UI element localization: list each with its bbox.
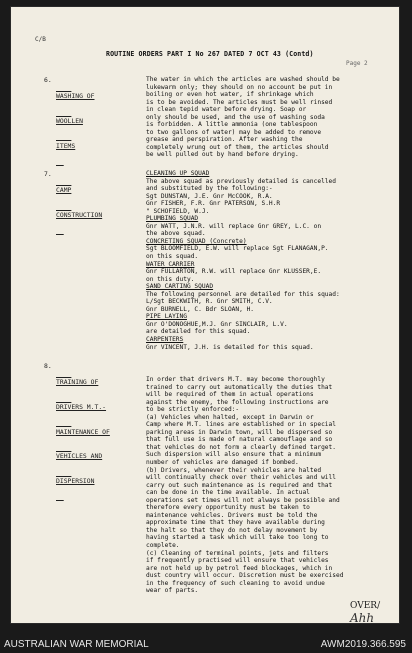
section-6-title-line: WOOLLEN	[56, 117, 83, 126]
section-7-title-line: CONSTRUCTION	[56, 211, 103, 220]
body-line: The water in which the articles are washed should be	[146, 76, 340, 83]
handwritten-initials: Ahh	[350, 611, 375, 625]
body-line: will be required of them in actual operations	[146, 391, 314, 399]
body-line: lukewarm only; they should on no account be put in	[146, 83, 333, 91]
body-line: trained to carry out automatically the duties that	[146, 383, 333, 391]
body-line: the halt so that they do not delay movement by	[146, 526, 318, 534]
subheading: SAND CARTING SQUAD	[146, 283, 214, 291]
caption-bar	[0, 637, 412, 653]
body-line: will continually check over their vehicles and will	[146, 474, 336, 482]
section-8-title-line: MAINTENANCE OF	[56, 427, 110, 436]
section-8-title-line: DISPERSION	[56, 476, 95, 485]
body-line: on this squad.	[146, 253, 199, 261]
section-7-title-line: CAMP	[56, 186, 72, 195]
section-6-body	[146, 76, 394, 159]
body-line: The above squad as previously detailed is cancelled	[146, 177, 336, 185]
body-line: in clean tepid water before drying. Soap or	[146, 106, 307, 114]
body-line: are detailed for this squad.	[146, 328, 251, 336]
body-line: carry out such maintenance as is required and that	[146, 481, 333, 489]
body-line: maintenance vehicles. Drivers must be told the	[146, 511, 318, 519]
body-line: Sgt DUNSTAN, J.E. Gnr McCOOK, R.A.	[146, 192, 273, 200]
body-line: the above squad.	[146, 230, 206, 238]
subheading: WATER CARRIER	[146, 260, 195, 268]
subheading: PIPE LAYING	[146, 313, 187, 321]
body-line: (b) Drivers, whenever their vehicles are halted	[146, 466, 322, 474]
document-reference: C/B	[35, 36, 46, 43]
section-6-title-line: WASHING OF	[56, 92, 95, 101]
body-line: Sgt BLOOMFIELD, E.W. will replace Sgt FLANAGAN,P.	[146, 245, 329, 253]
body-line: on this duty.	[146, 275, 195, 283]
caption-accession-number: AWM2019.366.595	[320, 639, 406, 650]
body-line: Gnr O'DONOGHUE,M.J. Gnr SINCLAIR, L.V.	[146, 320, 288, 328]
body-line: In order that drivers M.T. may become thoroughly	[146, 376, 325, 383]
body-line: to two gallons of water) may be added to remove	[146, 128, 322, 136]
over-signature	[350, 601, 400, 625]
subheading: CLEANING UP SQUAD	[146, 170, 210, 177]
body-line: boiling or even hot water, if shrinkage which	[146, 91, 314, 99]
body-line: to be strictly enforced:-	[146, 406, 240, 414]
document-header: ROUTINE ORDERS PART I No 267 DATED 7 OCT 43 (Contd)	[106, 50, 314, 58]
body-line: Gnr BURNELL, C. Bdr SLOAN, H.	[146, 305, 255, 313]
body-line: operations set times will not always be possible and	[146, 496, 340, 504]
body-line: The following personnel are detailed for this squad:	[146, 290, 340, 298]
section-6-title	[56, 76, 94, 166]
section-6-number: 6.	[44, 76, 52, 84]
subheading: PLUMBING SQUAD	[146, 215, 199, 223]
section-8-number: 8.	[44, 362, 52, 370]
section-8-title-line: TRAINING OF	[56, 378, 99, 387]
body-line: dust country will occur. Discretion must be exercised	[146, 572, 344, 580]
body-line: Gnr VINCENT, J.H. is detailed for this squad.	[146, 343, 314, 351]
body-line: if frequently practised will ensure that vehicles	[146, 557, 329, 565]
body-line: Gnr FISHER, F.R. Gnr PATERSON, S.H.R	[146, 200, 281, 208]
body-line: and substituted by the following:-	[146, 185, 273, 193]
section-7-title	[56, 170, 102, 236]
body-line: only should be used, and the use of washing soda	[146, 113, 325, 121]
body-line: complete.	[146, 542, 180, 550]
caption-institution: AUSTRALIAN WAR MEMORIAL	[4, 639, 149, 650]
body-line: be well pulled out by hand before drying.	[146, 151, 299, 159]
body-line: grease and perspiration. After washing the	[146, 136, 303, 144]
body-line: number of vehicles are damaged if bombed.	[146, 459, 299, 467]
page-number: Page 2	[346, 60, 368, 67]
body-line: against the enemy, the following instructions are	[146, 398, 329, 406]
body-line: " SCHOFIELD, W.J.	[146, 207, 210, 215]
subheading: CARPENTERS	[146, 336, 184, 344]
body-line: Such dispersion will also ensure that a minimum	[146, 451, 322, 459]
body-line: can be done in the time available. In actual	[146, 489, 310, 497]
section-7-body	[146, 170, 394, 351]
body-line: (c) Cleaning of terminal points, jets and filters	[146, 549, 329, 557]
body-line: Camp where M.T. lines are established or in special	[146, 421, 336, 429]
body-line: Gnr FULLARTON, R.W. will replace Gnr KLUSSER,E.	[146, 268, 322, 276]
section-6-title-line: ITEMS	[56, 141, 76, 150]
body-line: is to be avoided. The articles must be well rinsed	[146, 98, 333, 106]
subheading: CONCRETING SQUAD (Concrete)	[146, 237, 247, 245]
body-line: therefore every opportunity must be taken to	[146, 504, 310, 512]
body-line: that vehicles do not form a clearly defined target.	[146, 443, 336, 451]
over-text: OVER/	[350, 601, 381, 611]
body-line: L/Sgt BECKWITH, R. Gnr SMITH, C.V.	[146, 298, 273, 306]
body-line: is forbidden. A little ammonia (one tablespoon	[146, 121, 318, 129]
body-line: in the frequency of such cleaning to avoid undue	[146, 579, 325, 587]
body-line: (a) Vehicles when halted, except in Darwin or	[146, 413, 314, 421]
body-line: Gnr WATT, J.N.R. will replace Gnr GREY, L.C. on	[146, 222, 322, 230]
section-8-title-line: DRIVERS M.T.-	[56, 403, 107, 412]
section-7-number: 7.	[44, 170, 52, 178]
body-line: wear of parts.	[146, 587, 199, 595]
section-8-title-line: VEHICLES AND	[56, 452, 103, 461]
section-8-body	[146, 376, 394, 595]
body-line: completely wrung out of them, the articles should	[146, 143, 329, 151]
body-line: that full use is made of natural camouflage and so	[146, 436, 333, 444]
body-line: approximate time that they have available during	[146, 519, 325, 527]
section-8-title	[56, 362, 110, 501]
document-page	[10, 6, 400, 624]
body-line: having started a task which will take too long to	[146, 534, 329, 542]
body-line: parking areas in Darwin town, will be dispersed so	[146, 428, 333, 436]
body-line: are not held up by petrol feed blockages, which in	[146, 564, 333, 572]
